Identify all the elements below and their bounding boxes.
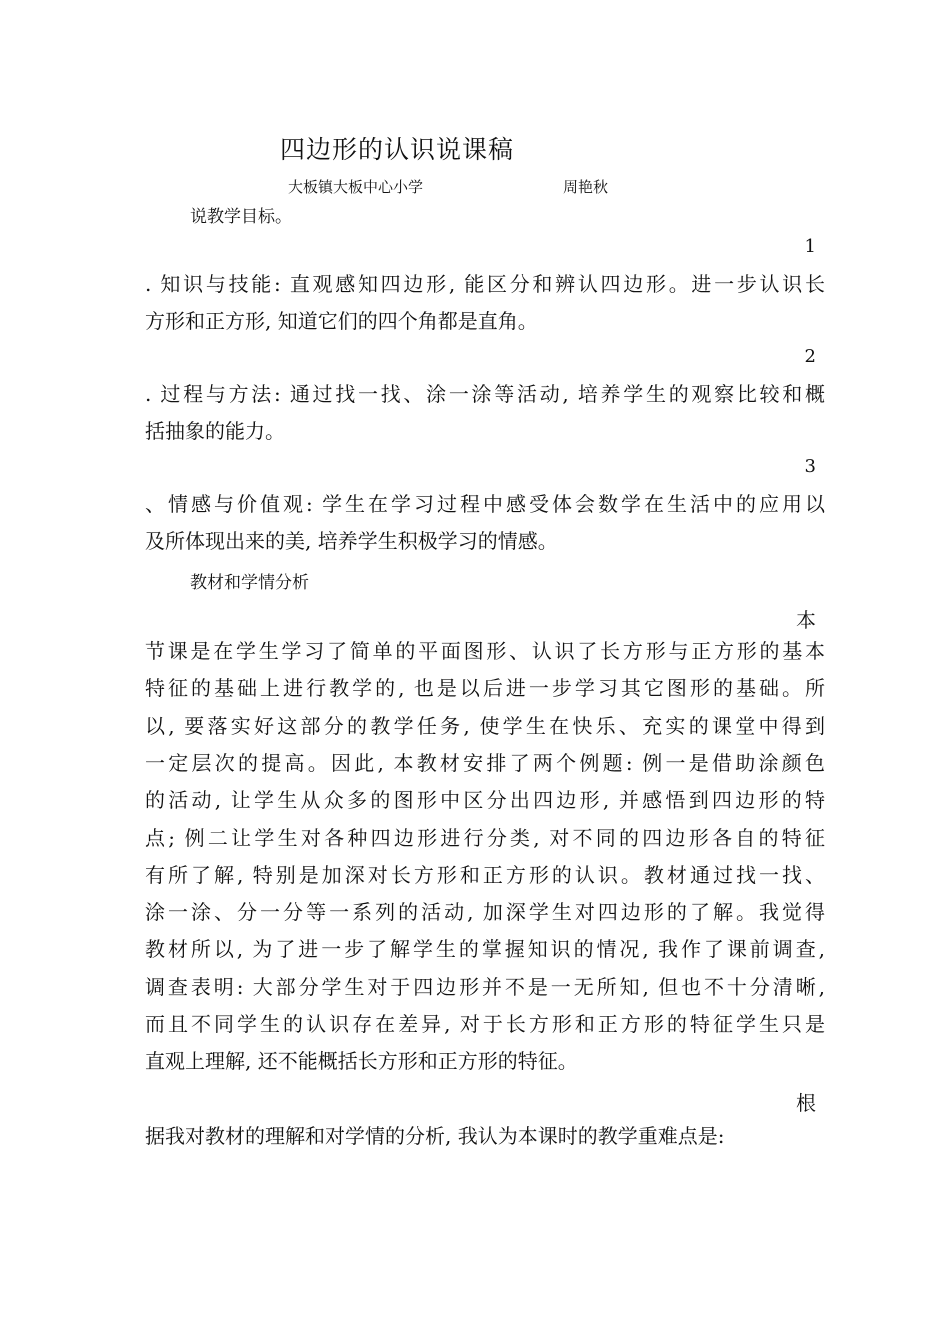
- paragraph-line: 调查表明: 大部分学生对于四边形并不是一无所知, 但也不十分清晰,: [145, 975, 825, 999]
- objective-number: 3: [804, 456, 816, 477]
- section-heading-analysis: 教材和学情分析: [190, 573, 309, 593]
- paragraph-line: 节课是在学生学习了简单的平面图形、认识了长方形与正方形的基本: [145, 639, 825, 663]
- paragraph-line: 据我对教材的理解和对学情的分析, 我认为本课时的教学重难点是:: [145, 1124, 725, 1148]
- author-name: 周艳秋: [563, 178, 609, 196]
- paragraph-line: 涂一涂、分一分等一系列的活动, 加深学生对四边形的了解。我觉得: [145, 900, 825, 924]
- school-name: 大板镇大板中心小学: [288, 178, 424, 196]
- document-title: 四边形的认识说课稿: [280, 135, 515, 164]
- paragraph-line: 教材所以, 为了进一步了解学生的掌握知识的情况, 我作了课前调查,: [145, 937, 825, 961]
- paragraph-first-char: 本: [796, 608, 816, 632]
- objective-number: 1: [804, 236, 816, 257]
- paragraph-line: . 知识与技能: 直观感知四边形, 能区分和辨认四边形。进一步认识长: [145, 272, 825, 296]
- paragraph-line: 括抽象的能力。: [145, 419, 285, 443]
- paragraph-line: 、情感与价值观: 学生在学习过程中感受体会数学在生活中的应用以: [145, 492, 825, 516]
- paragraph-line: 直观上理解, 还不能概括长方形和正方形的特征。: [145, 1049, 578, 1073]
- paragraph-line: 方形和正方形, 知道它们的四个角都是直角。: [145, 309, 538, 333]
- paragraph-line: 一定层次的提高。因此, 本教材安排了两个例题: 例一是借助涂颜色: [145, 751, 825, 775]
- paragraph-line: 及所体现出来的美, 培养学生积极学习的情感。: [145, 529, 558, 553]
- paragraph-line: 而且不同学生的认识存在差异, 对于长方形和正方形的特征学生只是: [145, 1012, 825, 1036]
- paragraph-line: 以, 要落实好这部分的教学任务, 使学生在快乐、充实的课堂中得到: [145, 714, 825, 738]
- paragraph-line: . 过程与方法: 通过找一找、涂一涂等活动, 培养学生的观察比较和概: [145, 382, 825, 406]
- paragraph-line: 点; 例二让学生对各种四边形进行分类, 对不同的四边形各自的特征: [145, 826, 825, 850]
- paragraph-line: 有所了解, 特别是加深对长方形和正方形的认识。教材通过找一找、: [145, 863, 825, 887]
- objective-number: 2: [804, 346, 816, 367]
- paragraph-first-char: 根: [796, 1091, 816, 1115]
- paragraph-line: 特征的基础上进行教学的, 也是以后进一步学习其它图形的基础。所: [145, 676, 825, 700]
- paragraph-line: 的活动, 让学生从众多的图形中区分出四边形, 并感悟到四边形的特: [145, 788, 825, 812]
- section-heading-objectives: 说教学目标。: [190, 207, 292, 227]
